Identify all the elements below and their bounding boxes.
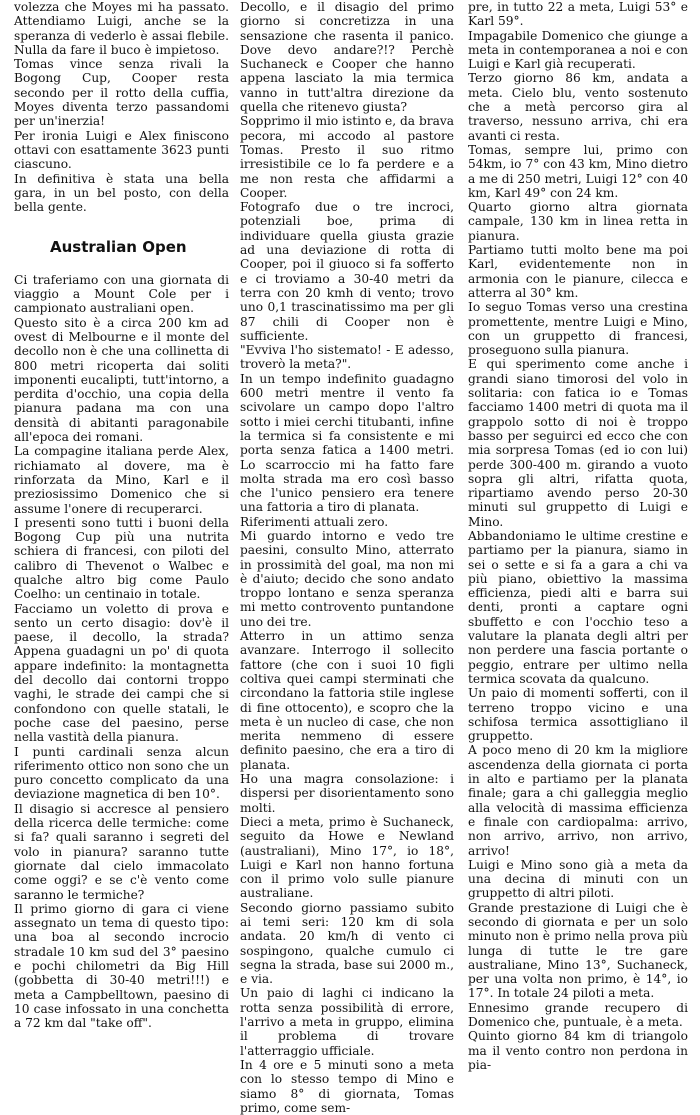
paragraph: Io seguo Tomas verso una crestina promettente, mentre Luigi e Mino, con un gruppetto di francesi, proseguono sulla pianura. [468,300,688,358]
paragraph: Abbandoniamo le ultime crestine e partiamo per la pianura, siamo in sei o sette e si fa a gara a chi va più piano, obiettivo la massima efficienza, piedi alti e barra sui denti, pronti a captare ogni sbuffetto e con l'occhio teso a valutare la planata degli altri per non perdere una fascia portante o peggio, entrare per ultimo nella termica scovata da qualcuno. [468,528,688,686]
paragraph: In 4 ore e 5 minuti sono a meta con lo stesso tempo di Mino e siamo 8° di giornata, Tomas primo, come sem- [240,1057,454,1115]
paragraph: Un paio di momenti sofferti, con il terreno troppo vicino e una schifosa termica assottigliano il gruppetto. [468,686,688,744]
paragraph: Dieci a meta, primo è Suchaneck, seguito da Howe e Newland (australiani), Mino 17°, io 18°, Luigi e Karl non hanno fortuna con il primo volo sulle pianure australiane. [240,814,454,901]
paragraph: E qui sperimento come anche i grandi siano timorosi del volo in solitaria: con fatica io e Tomas facciamo 1400 metri di quota ma il grappolo sotto di noi è troppo basso per seguirci ed ecco che con mia sorpresa Tomas (ed io con lui) perde 300-400 m. girando a vuoto sopra gli altri, rifatta quota, ripartiamo avendo perso 20-30 minuti sul gruppetto di Luigi e Mino. [468,357,688,529]
column-3 [468,0,688,1072]
paragraph: pre, in tutto 22 a meta, Luigi 53° e Karl 59°. [468,0,688,29]
paragraph: Luigi e Mino sono già a meta da una decina di minuti con un gruppetto di altri piloti. [468,857,688,901]
paragraph: Fotografo due o tre incroci, potenziali boe, prima di individuare quella giusta grazie ad una deviazione di rotta di Cooper, poi il giuoco si fa sofferto e ci troviamo a 30-40 metri da terra con 20 kmh di vento; trovo uno 0,1 trascinatissimo ma per gli 87 chili di Cooper non è sufficiente. [240,200,454,343]
paragraph: Il primo giorno di gara ci viene assegnato un tema di questo tipo: una boa al secondo incrocio stradale 10 km sud del 3° paesino e pochi chilometri da Big Hill (gobbetta di 30-40 metri!!!) e meta a Campbelltown, paesino di 10 case infossato in una conchetta a 72 km dal "take off". [14,901,229,1031]
paragraph: Ci traferiamo con una giornata di viaggio a Mount Cole per i campionato australiani open. [14,272,229,316]
paragraph: Sopprimo il mio istinto e, da brava pecora, mi accodo al pastore Tomas. Presto il suo ritmo irresistibile ce lo fa perdere e a me non resta che affidarmi a Cooper. [240,114,454,200]
paragraph: Ho una magra consolazione: i dispersi per disorientamento sono molti. [240,772,454,815]
paragraph: Partiamo tutti molto bene ma poi Karl, evidentemente non in armonia con le pianure, cilecca e atterra al 30° km. [468,243,688,300]
paragraph: Grande prestazione di Luigi che è secondo di giornata e per un solo minuto non è primo nella prova più lunga di tutte le tre gare australiane, Mino 13°, Suchaneck, per una volta non primo, è 14°, io 17°. In totale 24 piloti a meta. [468,900,688,1001]
paragraph: A poco meno di 20 km la migliore ascendenza della giornata ci porta in alto e partiamo per la planata finale; gara a chi galleggia meglio alla velocità di massima efficienza e finale con cardiopalma: arrivo, non arrivo, arrivo, non arrivo, arrivo! [468,743,688,858]
paragraph: Questo sito è a circa 200 km ad ovest di Melbourne e il monte del decollo non è che una collinetta di 800 metri ricoperta dai soliti imponenti eucalipti, tutt'intorno, a perdita d'occhio, una copia della pianura padana ma con una densità di abitanti paragonabile all'epoca dei romani. [14,315,229,445]
paragraph: Decollo, e il disagio del primo giorno si concretizza in una sensazione che rasenta il panico. Dove devo andare?!? Perchè Suchaneck e Cooper che hanno appena lasciato la mia termica vanno in tutt'altra direzione da quella che ritenevo giusta? [240,0,454,115]
paragraph: Per ironia Luigi e Alex finiscono ottavi con esattamente 3623 punti ciascuno. [14,128,229,172]
paragraph: La compagine italiana perde Alex, richiamato al dovere, ma è rinforzata da Mino, Karl e il preziosissimo Domenico che si assume l'onere di recuperarci. [14,444,229,516]
paragraph: "Evviva l'ho sistemato! - E adesso, troverò la meta?". [240,343,454,372]
paragraph: In definitiva è stata una bella gara, in un bel posto, con della bella gente. [14,171,229,215]
paragraph: Terzo giorno 86 km, andata a meta. Cielo blu, vento sostenuto che a metà percorso gira al traverso, nessuno arriva, chi era avanti ci resta. [468,71,688,143]
paragraph: Un paio di laghi ci indicano la rotta senza possibilità di errore, l'arrivo a meta in gruppo, elimina il problema di trovare l'atterraggio ufficiale. [240,986,454,1058]
paragraph: Impagabile Domenico che giunge a meta in contemporanea a noi e con Luigi e Karl già recuperati. [468,28,688,72]
paragraph: I punti cardinali senza alcun riferimento ottico non sono che un puro concetto complicato da una deviazione magnetica di ben 10°. [14,744,229,802]
paragraph: Riferimenti attuali zero. [240,514,389,529]
paragraph: Il disagio si accresce al pensiero della ricerca delle termiche: come si fa? quali saranno i segreti del volo in pianura? saranno tutte giornate dal cielo immacolato come oggi? e se c'è vento come saranno le termiche? [14,801,229,902]
column-1 [14,0,229,1030]
paragraph: In un tempo indefinito guadagno 600 metri mentre il vento fa scivolare un campo dopo l'altro sotto i miei cerchi titubanti, infine la termica si fa consistente e mi porta senza fatica a 1400 metri. Lo scarroccio mi ha fatto fare molta strada ma ero così basso che l'unico pensiero era tenere una fattoria a tiro di planata. [240,371,454,515]
column-2 [240,0,454,1115]
paragraph: Quarto giorno altra giornata campale, 130 km in linea retta in pianura. [468,200,688,243]
paragraph: Tomas, sempre lui, primo con 54km, io 7° con 43 km, Mino dietro a me di 250 metri, Luigi 12° con 40 km, Karl 49° con 24 km. [468,142,688,200]
paragraph: Facciamo un voletto di prova e sento un certo disagio: dov'è il paese, il decollo, la strada? Appena guadagni un po' di quota appare indefinito: la montagnetta del decollo dai contorni troppo vaghi, le strade dei campi che si confondono con quelle statali, le poche case del paesino, perse nella vastità della pianura. [14,601,229,745]
section-heading: Australian Open [50,238,187,257]
paragraph: Tomas vince senza rivali la Bogong Cup, Cooper resta secondo per il rotto della cuffia, Moyes diventa terzo passandomi per un'inerzia! [14,57,229,129]
paragraph: Mi guardo intorno e vedo tre paesini, consulto Mino, atterrato in prossimità del goal, ma non mi è d'aiuto; decido che sono andato troppo lontano e senza speranza mi metto controvento puntandone uno dei tre. [240,528,454,629]
paragraph: volezza che Moyes mi ha passato. Attendiamo Luigi, anche se la speranza di vederlo è assai flebile. Nulla da fare il buco è impietoso. [14,0,229,57]
paragraph: Atterro in un attimo senza avanzare. Interrogo il sollecito fattore (che con i suoi 10 figli coltiva quei campi sterminati che circondano la fattoria stile inglese di fine ottocento), e scopro che la meta è un nucleo di case, che non merita nemmeno di essere definito paesino, che era a tiro di planata. [240,629,454,772]
paragraph: I presenti sono tutti i buoni della Bogong Cup più una nutrita schiera di francesi, con piloti del calibro di Thevenot o Walbec e qualche altro big come Paulo Coelho: un centinaio in totale. [14,515,229,602]
paragraph: Ennesimo grande recupero di Domenico che, puntuale, è a meta. [468,1000,688,1030]
paragraph: Secondo giorno passiamo subito ai temi seri: 120 km di sola andata. 20 km/h di vento ci sospingono, qualche cumulo ci segna la strada, base sui 2000 m., e via. [240,900,454,987]
paragraph: Quinto giorno 84 km di triangolo ma il vento contro non perdona in pia- [468,1029,688,1072]
